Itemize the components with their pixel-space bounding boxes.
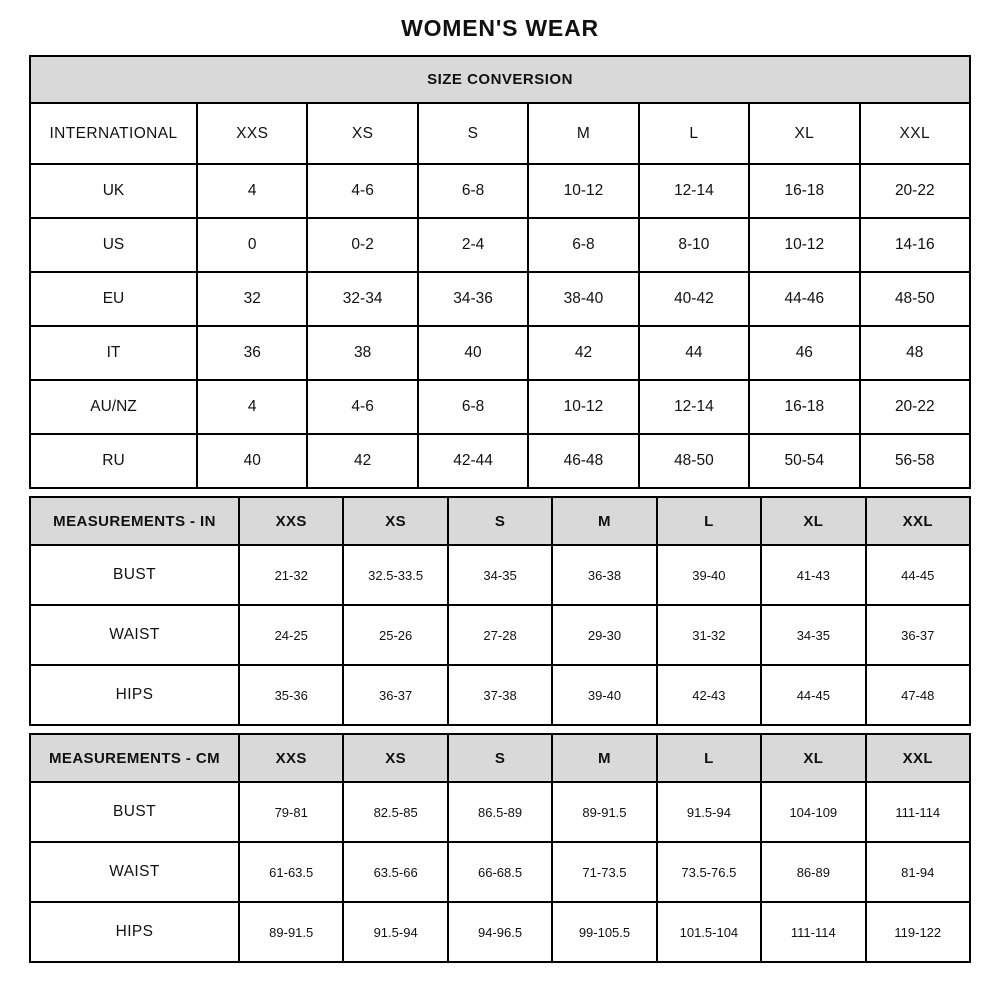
size-value-cell: 94-96.5 (448, 902, 552, 962)
size-conversion-table (29, 55, 971, 489)
size-value-cell: 86.5-89 (448, 782, 552, 842)
size-value-cell: 10-12 (749, 218, 859, 272)
size-col-header: XL (761, 734, 865, 782)
size-col-header: XL (761, 497, 865, 545)
row-label: AU/NZ (30, 380, 197, 434)
measurements-in-table (29, 496, 971, 726)
size-value-cell: 4 (197, 380, 307, 434)
size-value-cell: 25-26 (343, 605, 447, 665)
size-col-header: XS (343, 734, 447, 782)
size-value-cell: 61-63.5 (239, 842, 343, 902)
size-value-cell: 82.5-85 (343, 782, 447, 842)
size-value-cell: 2-4 (418, 218, 528, 272)
size-value-cell: 32 (197, 272, 307, 326)
table-row (30, 605, 970, 665)
table-row (30, 782, 970, 842)
size-value-cell: 40 (197, 434, 307, 488)
size-col-header: M (528, 103, 638, 164)
page-title: WOMEN'S WEAR (401, 15, 599, 41)
header-row (30, 497, 970, 545)
size-value-cell: 46-48 (528, 434, 638, 488)
row-label: WAIST (30, 605, 239, 665)
table-row (30, 545, 970, 605)
size-value-cell: 32.5-33.5 (343, 545, 447, 605)
size-col-header: L (657, 497, 761, 545)
size-value-cell: 36-37 (866, 605, 970, 665)
size-value-cell: 42 (307, 434, 417, 488)
row-label: RU (30, 434, 197, 488)
size-value-cell: 42-44 (418, 434, 528, 488)
size-col-header: XS (307, 103, 417, 164)
size-value-cell: 14-16 (860, 218, 970, 272)
size-value-cell: 41-43 (761, 545, 865, 605)
size-value-cell: 8-10 (639, 218, 749, 272)
table-row (30, 842, 970, 902)
table-row (30, 380, 970, 434)
size-value-cell: 89-91.5 (552, 782, 656, 842)
size-value-cell: 38-40 (528, 272, 638, 326)
table-row (30, 164, 970, 218)
size-value-cell: 16-18 (749, 380, 859, 434)
size-value-cell: 99-105.5 (552, 902, 656, 962)
size-value-cell: 10-12 (528, 164, 638, 218)
size-value-cell: 16-18 (749, 164, 859, 218)
size-value-cell: 44-45 (761, 665, 865, 725)
size-value-cell: 20-22 (860, 164, 970, 218)
size-value-cell: 12-14 (639, 164, 749, 218)
size-col-header: M (552, 734, 656, 782)
size-col-header: XXL (866, 734, 970, 782)
size-value-cell: 91.5-94 (343, 902, 447, 962)
table-row (30, 434, 970, 488)
size-value-cell: 36 (197, 326, 307, 380)
size-value-cell: 37-38 (448, 665, 552, 725)
size-value-cell: 42-43 (657, 665, 761, 725)
corner-label: INTERNATIONAL (30, 103, 197, 164)
size-value-cell: 40 (418, 326, 528, 380)
size-col-header: M (552, 497, 656, 545)
size-value-cell: 6-8 (418, 164, 528, 218)
size-value-cell: 73.5-76.5 (657, 842, 761, 902)
size-value-cell: 48 (860, 326, 970, 380)
size-value-cell: 63.5-66 (343, 842, 447, 902)
size-value-cell: 46 (749, 326, 859, 380)
header-row (30, 103, 970, 164)
size-value-cell: 35-36 (239, 665, 343, 725)
row-label: HIPS (30, 665, 239, 725)
row-label: HIPS (30, 902, 239, 962)
size-value-cell: 10-12 (528, 380, 638, 434)
size-value-cell: 89-91.5 (239, 902, 343, 962)
size-value-cell: 86-89 (761, 842, 865, 902)
size-value-cell: 0 (197, 218, 307, 272)
corner-label: MEASUREMENTS - IN (30, 497, 239, 545)
size-value-cell: 56-58 (860, 434, 970, 488)
size-value-cell: 4 (197, 164, 307, 218)
header-row (30, 734, 970, 782)
size-value-cell: 4-6 (307, 380, 417, 434)
size-value-cell: 104-109 (761, 782, 865, 842)
size-value-cell: 71-73.5 (552, 842, 656, 902)
table-row (30, 272, 970, 326)
size-col-header: XXL (860, 103, 970, 164)
size-col-header: XXS (239, 734, 343, 782)
size-col-header: S (448, 734, 552, 782)
size-value-cell: 91.5-94 (657, 782, 761, 842)
size-value-cell: 44-45 (866, 545, 970, 605)
size-value-cell: 50-54 (749, 434, 859, 488)
table-row (30, 326, 970, 380)
size-value-cell: 44-46 (749, 272, 859, 326)
size-value-cell: 40-42 (639, 272, 749, 326)
size-value-cell: 32-34 (307, 272, 417, 326)
size-value-cell: 31-32 (657, 605, 761, 665)
table-row (30, 218, 970, 272)
size-value-cell: 24-25 (239, 605, 343, 665)
size-value-cell: 6-8 (528, 218, 638, 272)
size-value-cell: 38 (307, 326, 417, 380)
size-value-cell: 111-114 (761, 902, 865, 962)
table-banner-row (30, 56, 970, 103)
size-value-cell: 101.5-104 (657, 902, 761, 962)
size-value-cell: 27-28 (448, 605, 552, 665)
size-value-cell: 44 (639, 326, 749, 380)
row-label: WAIST (30, 842, 239, 902)
size-value-cell: 34-35 (761, 605, 865, 665)
size-value-cell: 12-14 (639, 380, 749, 434)
size-value-cell: 36-37 (343, 665, 447, 725)
row-label: BUST (30, 545, 239, 605)
size-value-cell: 66-68.5 (448, 842, 552, 902)
size-value-cell: 39-40 (657, 545, 761, 605)
row-label: UK (30, 164, 197, 218)
measurements-cm-table (29, 733, 971, 963)
size-value-cell: 48-50 (639, 434, 749, 488)
size-value-cell: 21-32 (239, 545, 343, 605)
table-row (30, 902, 970, 962)
size-value-cell: 4-6 (307, 164, 417, 218)
size-value-cell: 29-30 (552, 605, 656, 665)
size-col-header: L (657, 734, 761, 782)
size-col-header: S (418, 103, 528, 164)
row-label: US (30, 218, 197, 272)
size-value-cell: 34-35 (448, 545, 552, 605)
size-col-header: S (448, 497, 552, 545)
table-row (30, 665, 970, 725)
size-value-cell: 111-114 (866, 782, 970, 842)
size-value-cell: 47-48 (866, 665, 970, 725)
row-label: IT (30, 326, 197, 380)
row-label: BUST (30, 782, 239, 842)
size-value-cell: 6-8 (418, 380, 528, 434)
size-col-header: XXS (197, 103, 307, 164)
size-value-cell: 36-38 (552, 545, 656, 605)
size-col-header: XXS (239, 497, 343, 545)
size-value-cell: 20-22 (860, 380, 970, 434)
size-value-cell: 79-81 (239, 782, 343, 842)
size-col-header: L (639, 103, 749, 164)
size-col-header: XS (343, 497, 447, 545)
size-col-header: XXL (866, 497, 970, 545)
table-banner: SIZE CONVERSION (30, 56, 970, 103)
size-value-cell: 48-50 (860, 272, 970, 326)
size-value-cell: 119-122 (866, 902, 970, 962)
size-value-cell: 34-36 (418, 272, 528, 326)
size-value-cell: 42 (528, 326, 638, 380)
size-col-header: XL (749, 103, 859, 164)
corner-label: MEASUREMENTS - CM (30, 734, 239, 782)
size-value-cell: 0-2 (307, 218, 417, 272)
size-value-cell: 81-94 (866, 842, 970, 902)
row-label: EU (30, 272, 197, 326)
size-value-cell: 39-40 (552, 665, 656, 725)
